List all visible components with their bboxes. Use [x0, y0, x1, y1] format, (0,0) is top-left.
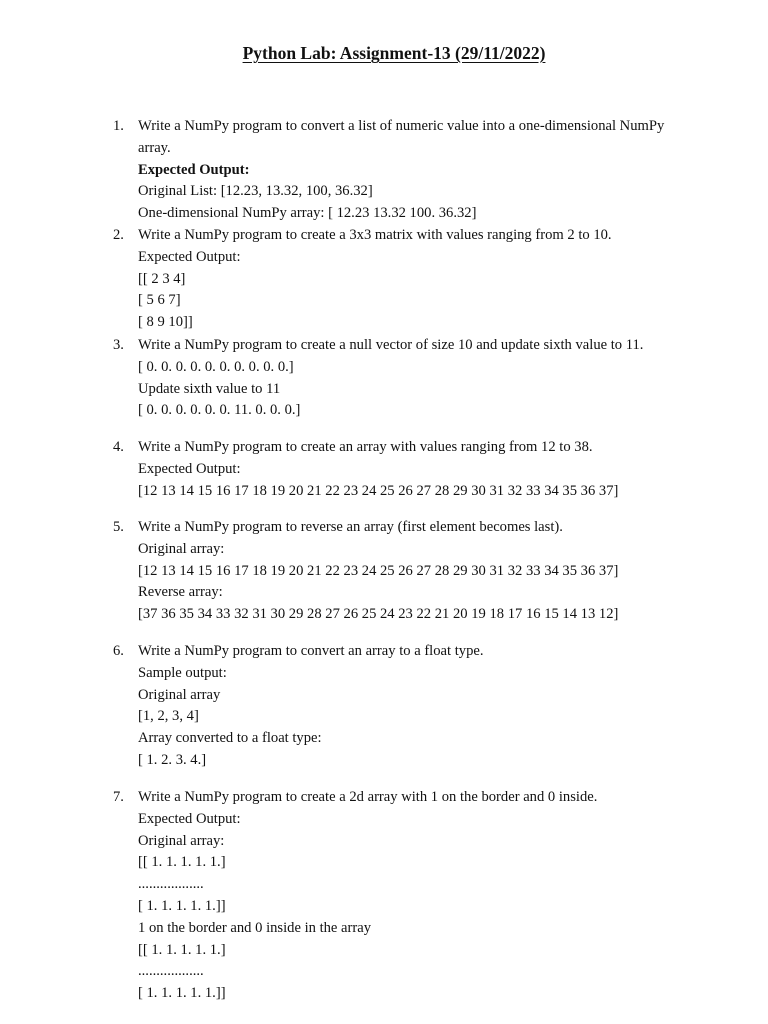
question-body: [138, 116, 673, 225]
output-line: Original array:: [138, 832, 225, 849]
output-line: Sample output:: [138, 664, 227, 681]
output-line: [12 13 14 15 16 17 18 19 20 21 22 23 24 25 26 27 28 29 30 31 32 33 34 35 36 37]: [138, 562, 619, 579]
output-line: Array converted to a float type:: [138, 730, 322, 747]
output-line: ..................: [138, 963, 204, 980]
output-line: [[ 1. 1. 1. 1. 1.]: [138, 854, 226, 871]
output-line: [[ 1. 1. 1. 1. 1.]: [138, 941, 226, 958]
output-line: [ 5 6 7]: [138, 292, 181, 309]
question-body: [138, 641, 673, 772]
output-line: Original List: [12.23, 13.32, 100, 36.32]: [138, 183, 373, 200]
output-line: One-dimensional NumPy array: [ 12.23 13.32 100. 36.32]: [138, 205, 477, 222]
output-line: [ 8 9 10]]: [138, 314, 193, 331]
output-line: Expected Output:: [138, 460, 241, 477]
page-title: Python Lab: Assignment-13 (29/11/2022): [242, 43, 546, 63]
output-line: [[ 2 3 4]: [138, 270, 186, 287]
question-body: [138, 335, 673, 422]
output-line: Update sixth value to 11: [138, 380, 281, 397]
question-number: 6.: [113, 643, 124, 659]
output-line: [ 0. 0. 0. 0. 0. 0. 0. 0. 0. 0.]: [138, 358, 294, 375]
question-text: Write a NumPy program to create a 2d array with 1 on the border and 0 inside.: [138, 789, 598, 805]
output-line: Original array:: [138, 540, 225, 557]
question-body: [138, 787, 673, 1005]
question-text: Write a NumPy program to convert a list of numeric value into a one-dimensional NumPy: [138, 118, 665, 134]
output-line: [ 1. 1. 1. 1. 1.]]: [138, 897, 226, 914]
output-line: [ 0. 0. 0. 0. 0. 0. 11. 0. 0. 0.]: [138, 402, 301, 419]
question-number: 3.: [113, 337, 124, 353]
expected-output-heading: Expected Output:: [138, 161, 250, 178]
question-text: Write a NumPy program to convert an array to a float type.: [138, 643, 484, 659]
output-line: [12 13 14 15 16 17 18 19 20 21 22 23 24 25 26 27 28 29 30 31 32 33 34 35 36 37]: [138, 482, 619, 499]
question-text: Write a NumPy program to reverse an array (first element becomes last).: [138, 519, 563, 535]
output-line: [37 36 35 34 33 32 31 30 29 28 27 26 25 24 23 22 21 20 19 18 17 16 15 14 13 12]: [138, 606, 619, 623]
output-line: [ 1. 2. 3. 4.]: [138, 751, 207, 768]
question-text: Write a NumPy program to create a null vector of size 10 and update sixth value to 11.: [138, 337, 644, 353]
output-line: Reverse array:: [138, 584, 223, 601]
output-line: Expected Output:: [138, 810, 241, 827]
question-number: 5.: [113, 519, 124, 535]
output-line: Original array: [138, 686, 221, 703]
output-line: [ 1. 1. 1. 1. 1.]]: [138, 985, 226, 1002]
question-number: 1.: [113, 118, 124, 134]
question-number: 2.: [113, 227, 124, 243]
question-text: Write a NumPy program to create an array with values ranging from 12 to 38.: [138, 439, 593, 455]
output-line: 1 on the border and 0 inside in the array: [138, 919, 372, 936]
question-body: [138, 517, 673, 626]
question-body: [138, 225, 673, 334]
output-line: Expected Output:: [138, 248, 241, 265]
question-number: 4.: [113, 439, 124, 455]
output-line: ..................: [138, 876, 204, 893]
question-number: 7.: [113, 789, 124, 805]
output-line: [1, 2, 3, 4]: [138, 708, 199, 725]
question-text: array.: [138, 139, 171, 156]
question-text: Write a NumPy program to create a 3x3 matrix with values ranging from 2 to 10.: [138, 227, 612, 243]
question-body: [138, 437, 673, 502]
